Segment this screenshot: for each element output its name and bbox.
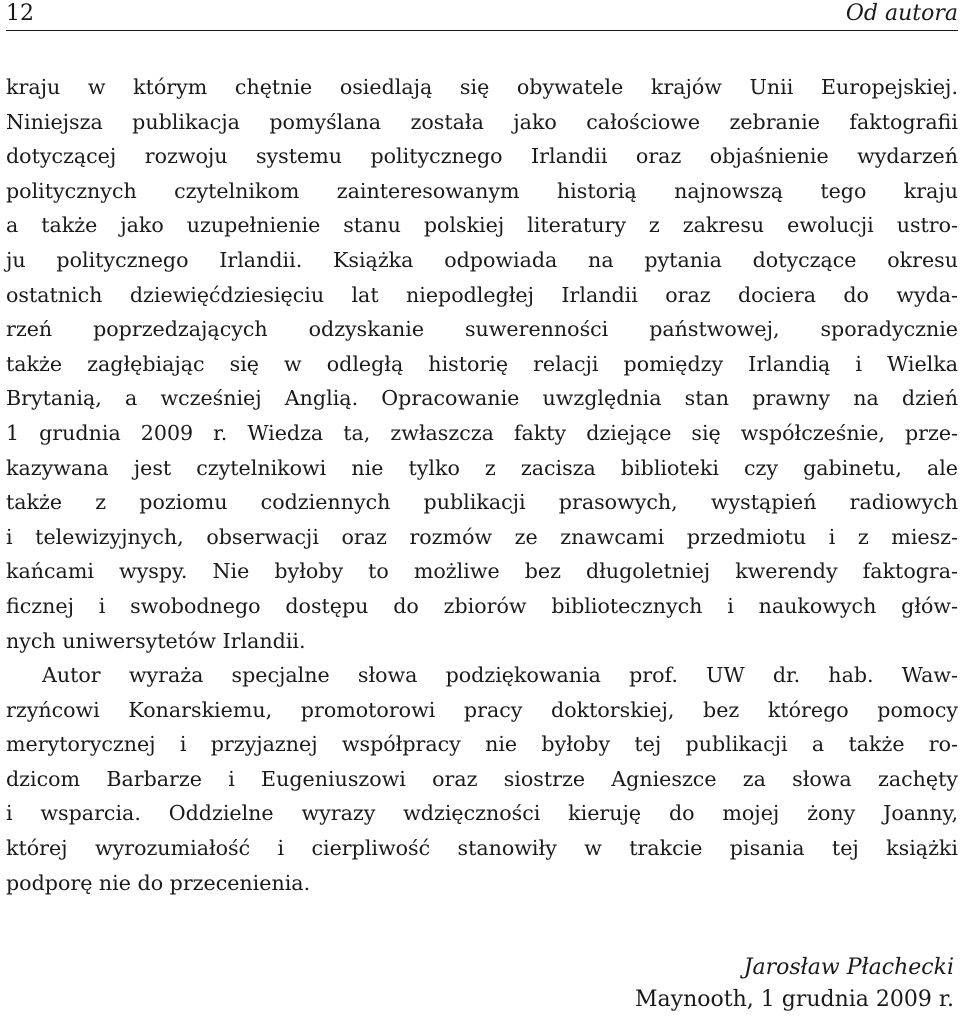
- text-line: Niniejsza publikacja pomyślana została jako całościowe zebranie faktografii: [6, 109, 958, 134]
- text-line: także zagłębiając się w odległą historię relacji pomiędzy Irlandią i Wielka: [6, 351, 958, 376]
- paragraph-end-line: nych uniwersytetów Irlandii.: [6, 628, 306, 653]
- text-line: rzyńcowi Konarskiemu, promotorowi pracy doktorskiej, bez którego pomocy: [6, 697, 958, 722]
- running-title: Od autora: [845, 1, 958, 26]
- paragraph-first-line: Autor wyraża specjalne słowa podziękowania prof. UW dr. hab. Waw-: [42, 663, 958, 688]
- text-line: i wsparcia. Oddzielne wyrazy wdzięczności kieruję do mojej żony Joanny,: [6, 801, 958, 826]
- signature-block: [635, 952, 954, 1016]
- text-line: kańcami wyspy. Nie byłoby to możliwe bez długoletniej kwerendy faktogra-: [6, 559, 958, 584]
- paragraph-end-line: podporę nie do przecenienia.: [6, 870, 311, 895]
- text-line: politycznych czytelnikom zainteresowanym historią najnowszą tego kraju: [6, 178, 958, 203]
- text-line: a także jako uzupełnienie stanu polskiej literatury z zakresu ewolucji ustro-: [6, 213, 958, 238]
- place-and-date: Maynooth, 1 grudnia 2009 r.: [635, 987, 954, 1012]
- page-number: 12: [6, 1, 34, 26]
- text-line: kraju w którym chętnie osiedlają się obywatele krajów Unii Europejskiej.: [6, 75, 958, 99]
- body-text: [6, 70, 958, 900]
- text-line: ostatnich dziewięćdziesięciu lat niepodległej Irlandii oraz dociera do wyda-: [6, 282, 958, 307]
- text-line: merytorycznej i przyjaznej współpracy nie byłoby tej publikacji a także ro-: [6, 732, 958, 757]
- text-line: rzeń poprzedzających odzyskanie suwerenności państwowej, sporadycznie: [6, 317, 958, 342]
- text-line: ficznej i swobodnego dostępu do zbiorów bibliotecznych i naukowych głów-: [6, 593, 958, 618]
- text-line: ju politycznego Irlandii. Książka odpowiada na pytania dotyczące okresu: [6, 247, 958, 272]
- text-line: dotyczącej rozwoju systemu politycznego Irlandii oraz objaśnienie wydarzeń: [6, 144, 958, 169]
- text-line: dzicom Barbarze i Eugeniuszowi oraz siostrze Agnieszce za słowa zachęty: [6, 766, 958, 791]
- text-line: 1 grudnia 2009 r. Wiedza ta, zwłaszcza fakty dziejące się współcześnie, prze-: [6, 420, 958, 445]
- author-name: Jarosław Płachecki: [743, 955, 954, 980]
- text-line: Brytanią, a wcześniej Anglią. Opracowanie uwzględnia stan prawny na dzień: [6, 386, 958, 411]
- text-line: której wyrozumiałość i cierpliwość stanowiły w trakcie pisania tej książki: [6, 836, 958, 861]
- book-page: [6, 0, 958, 1016]
- text-line: kazywana jest czytelnikowi nie tylko z zacisza biblioteki czy gabinetu, ale: [6, 455, 958, 480]
- text-line: i telewizyjnych, obserwacji oraz rozmów ze znawcami przedmiotu i z miesz-: [6, 524, 958, 549]
- running-header: [6, 0, 958, 31]
- text-line: także z poziomu codziennych publikacji prasowych, wystąpień radiowych: [6, 490, 958, 515]
